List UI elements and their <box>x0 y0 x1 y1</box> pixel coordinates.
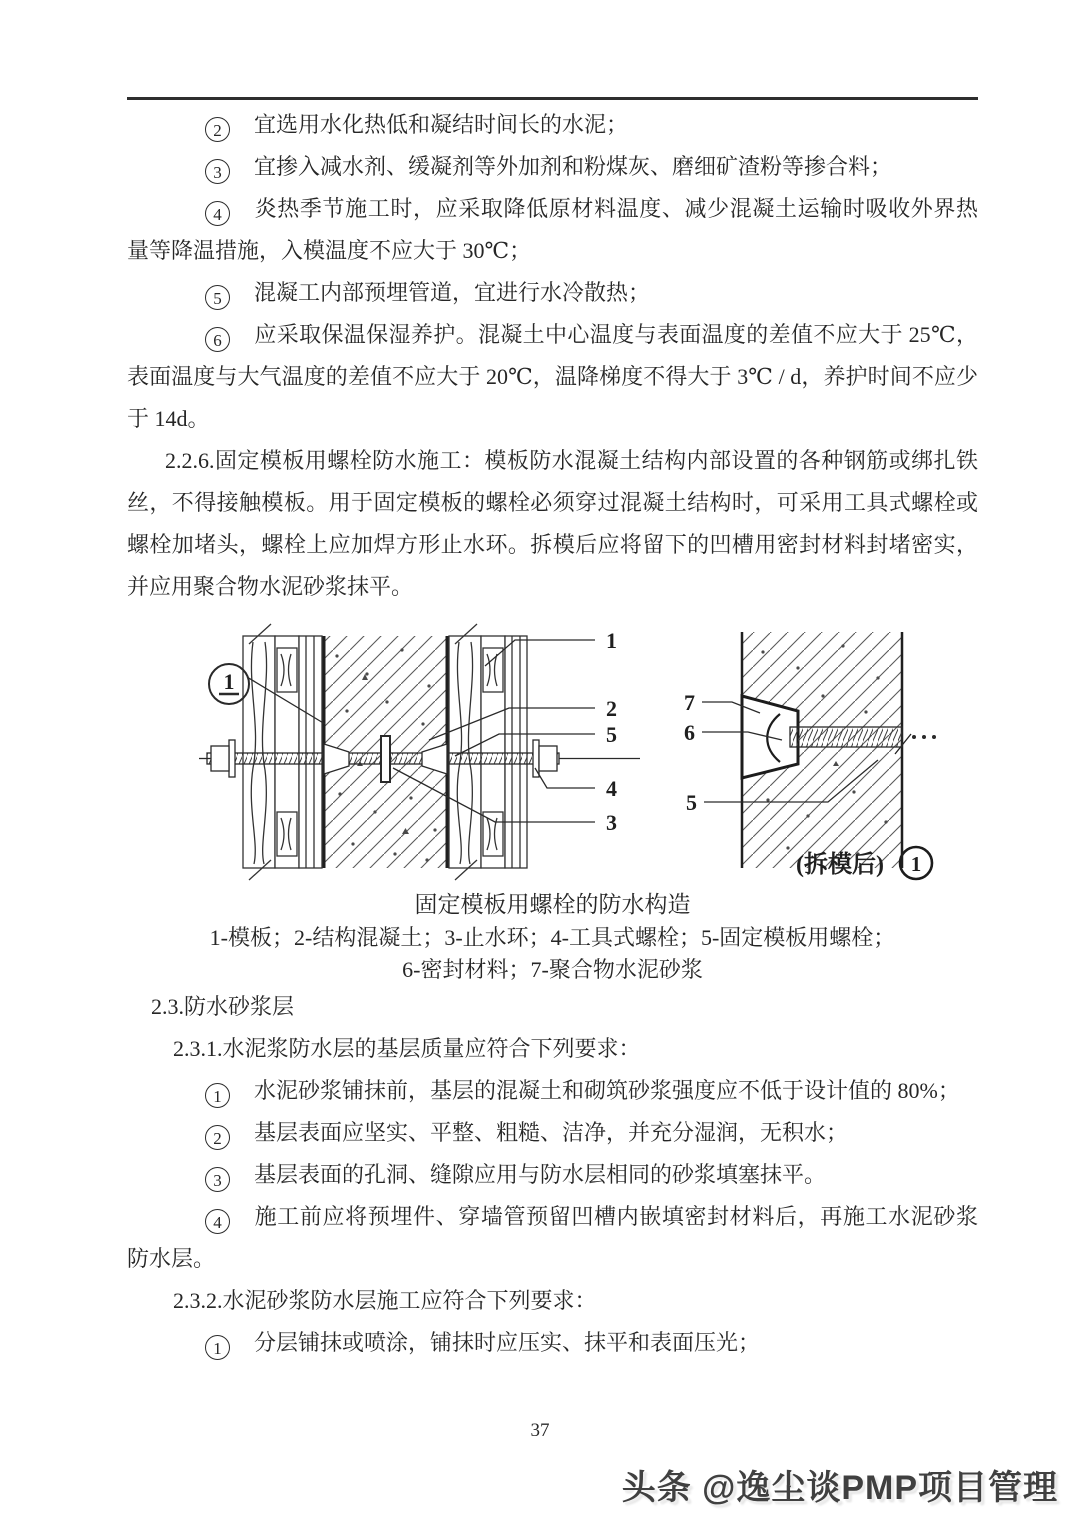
circled-number-marker: 4 <box>205 201 230 226</box>
label-3: 3 <box>606 810 617 835</box>
list-item-text: 施工前应将预埋件、穿墙管预留凹槽内嵌填密封材料后，再施工水泥砂浆防水层。 <box>127 1204 978 1271</box>
section-2-3-heading <box>127 986 978 1028</box>
circled-number-marker: 3 <box>205 1167 230 1192</box>
section-title: 水泥浆防水层的基层质量应符合下列要求： <box>222 1036 641 1061</box>
section-2-3-1-heading <box>127 1028 978 1070</box>
clause-text: 固定模板用螺栓防水施工：模板防水混凝土结构内部设置的各种钢筋或绑扎铁丝，不得接触模板。用于固定模板的螺栓必须穿过混凝土结构时，可采用工具式螺栓或螺栓加堵头，螺栓上应加焊方形止水环。拆模后应将留下的凹槽用密封材料封堵密实，并应用聚合物水泥砂浆抹平。 <box>127 448 978 599</box>
watermark-text: 头条 @逸尘谈PMP项目管理 <box>621 1469 1058 1507</box>
list-item-text: 宜选用水化热低和凝结时间长的水泥； <box>254 112 629 137</box>
document-content <box>127 104 978 1364</box>
part-number-labels-detail <box>684 690 697 815</box>
detail-caption <box>796 847 932 879</box>
list-item-text: 基层表面的孔洞、缝隙应用与防水层相同的砂浆填塞抹平。 <box>254 1162 827 1187</box>
list-item-3 <box>127 146 978 188</box>
circled-number-marker: 1 <box>205 1335 230 1360</box>
section-number: 2.3.2. <box>173 1288 223 1313</box>
list-item-text: 炎热季节施工时，应采取降低原材料温度、减少混凝土运输时吸收外界热量等降温措施，入模温度不应大于 30℃； <box>127 196 978 263</box>
circled-number-marker: 3 <box>205 159 230 184</box>
label-1: 1 <box>606 628 617 653</box>
after-removal-text: (拆模后) <box>796 852 884 878</box>
list-item-231-3 <box>127 1154 978 1196</box>
circled-number-marker: 2 <box>205 1125 230 1150</box>
circled-number-marker: 6 <box>205 327 230 352</box>
paragraph-2-2-6 <box>127 440 978 608</box>
list-item-5 <box>127 272 978 314</box>
list-item-4 <box>127 188 978 272</box>
figure-caption-title: 固定模板用螺栓的防水构造 <box>414 892 691 917</box>
label-7: 7 <box>684 690 695 715</box>
section-title: 防水砂浆层 <box>184 994 295 1019</box>
label-4: 4 <box>606 776 617 801</box>
detail-ref-number: 1 <box>910 852 922 876</box>
figure-detail-after-removal <box>668 616 978 888</box>
label-5: 5 <box>606 722 617 747</box>
list-item-text: 基层表面应坚实、平整、粗糙、洁净，并充分湿润，无积水； <box>254 1120 849 1145</box>
circled-number-marker: 1 <box>205 1083 230 1108</box>
circled-number-marker: 5 <box>205 285 230 310</box>
list-item-232-1 <box>127 1322 978 1364</box>
embedded-bolt <box>790 727 936 747</box>
clause-number: 2.2.6. <box>165 448 215 473</box>
list-item-231-2 <box>127 1112 978 1154</box>
list-item-2 <box>127 104 978 146</box>
list-item-text: 混凝工内部预埋管道，宜进行水冷散热； <box>254 280 651 305</box>
section-number: 2.3.1. <box>173 1036 223 1061</box>
list-item-6 <box>127 314 978 440</box>
circled-number-marker: 2 <box>205 117 230 142</box>
list-item-231-1 <box>127 1070 978 1112</box>
section-2-3-2-heading <box>127 1280 978 1322</box>
figure-legend-line2: 6-密封材料；7-聚合物水泥砂浆 <box>402 957 703 982</box>
list-item-231-4 <box>127 1196 978 1280</box>
label-6: 6 <box>684 720 695 745</box>
label-2: 2 <box>606 696 617 721</box>
label-5-detail: 5 <box>686 790 697 815</box>
callout-number: 1 <box>223 669 235 694</box>
list-item-text: 宜掺入减水剂、缓凝剂等外加剂和粉煤灰、磨细矿渣粉等掺合料； <box>254 154 893 179</box>
list-item-text: 分层铺抹或喷涂，铺抹时应压实、抹平和表面压光； <box>254 1330 761 1355</box>
section-number: 2.3. <box>151 994 184 1019</box>
circled-number-marker: 4 <box>205 1209 230 1234</box>
section-title: 水泥砂浆防水层施工应符合下列要求： <box>222 1288 597 1313</box>
list-item-text: 水泥砂浆铺抹前，基层的混凝土和砌筑砂浆强度应不低于设计值的 80%； <box>254 1078 960 1103</box>
list-item-text: 应采取保温保湿养护。混凝土中心温度与表面温度的差值不应大于 25℃，表面温度与大气温度的差值不应大于 20℃，温降梯度不得大于 3℃ / d，养护时间不应少于 14d。 <box>127 322 978 431</box>
page-number: 37 <box>530 1420 550 1441</box>
part-number-labels <box>606 628 617 835</box>
figure-legend-line1: 1-模板；2-结构混凝土；3-止水环；4-工具式螺栓；5-固定模板用螺栓； <box>209 925 896 950</box>
formwork-left <box>243 624 322 880</box>
figure-bolt-waterproof-section <box>197 616 642 888</box>
top-horizontal-rule <box>127 97 978 100</box>
formwork-right <box>449 624 527 880</box>
figure-row <box>127 616 978 888</box>
